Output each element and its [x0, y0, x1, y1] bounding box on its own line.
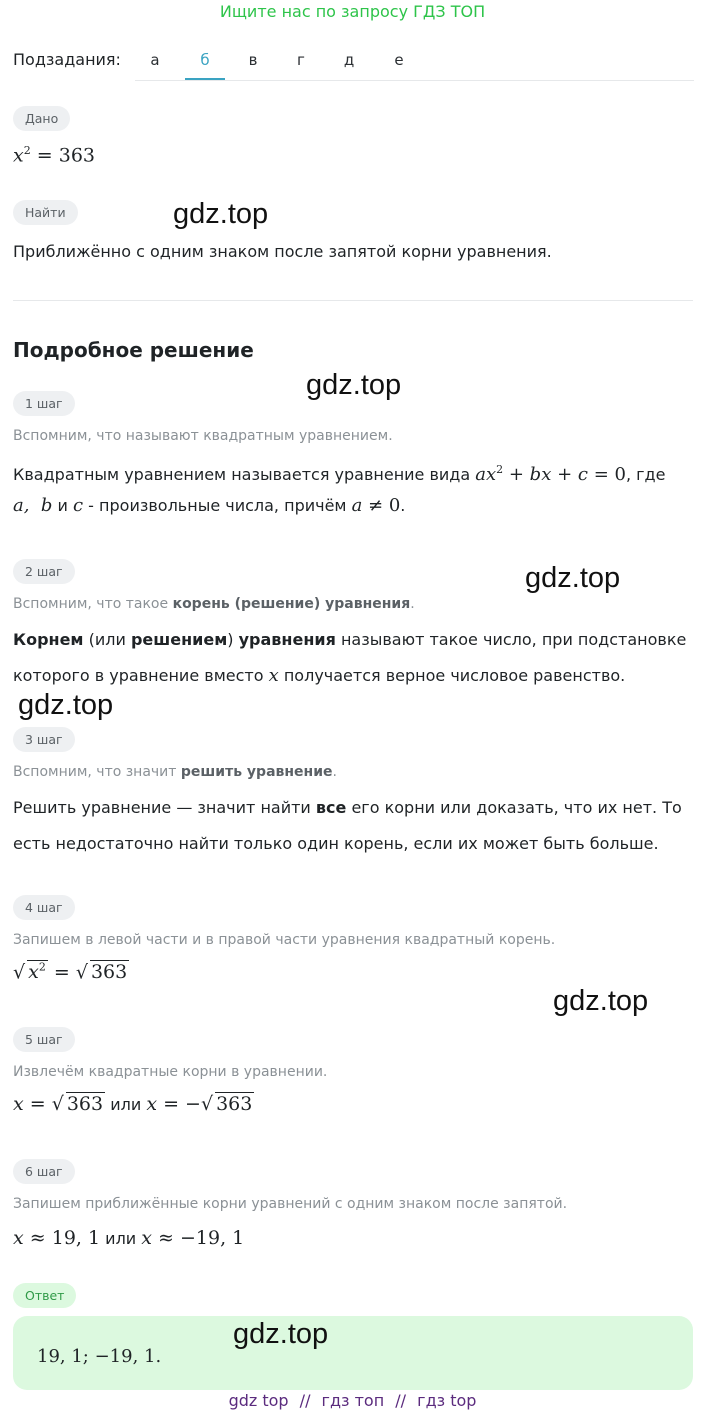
- step-2-text: Корнем (или решением) уравнения называют такое число, при подстановке: [13, 630, 687, 649]
- step-3-pill: 3 шаг: [13, 727, 75, 752]
- find-pill: Найти: [13, 200, 78, 225]
- solution-title: Подробное решение: [13, 338, 254, 362]
- step-1-pill: 1 шаг: [13, 391, 75, 416]
- watermark: gdz.top: [173, 198, 269, 230]
- given-pill: Дано: [13, 106, 70, 131]
- footer-separator: //: [299, 1391, 311, 1410]
- watermark: gdz.top: [306, 369, 402, 401]
- step-1-text-2: a, b и c - произвольные числа, причём a ≠ 0.: [13, 495, 406, 516]
- watermark: gdz.top: [553, 985, 649, 1017]
- step-2-text-2: которого в уравнение вместо x получается верное числовое равенство.: [13, 665, 626, 686]
- footer-link-2[interactable]: гдз топ: [321, 1391, 385, 1410]
- step-2-hint: Вспомним, что такое корень (решение) уравнения.: [13, 596, 415, 612]
- answer-value: 19, 1; −19, 1.: [37, 1346, 162, 1367]
- footer-link-1[interactable]: gdz top: [228, 1391, 289, 1410]
- step-4-equation: √ $x^2$ = √ 363: [13, 961, 128, 984]
- watermark: gdz.top: [525, 562, 621, 594]
- watermark: gdz.top: [18, 689, 114, 721]
- divider: [13, 300, 693, 301]
- tab-g[interactable]: г: [297, 51, 305, 69]
- step-3-text: Решить уравнение — значит найти все его корни или доказать, что их нет. То: [13, 798, 682, 817]
- tab-a[interactable]: а: [150, 51, 160, 69]
- step-6-equation: x ≈ 19, 1 или x ≈ −19, 1: [13, 1227, 245, 1249]
- step-5-hint: Извлечём квадратные корни в уравнении.: [13, 1064, 328, 1080]
- step-2-pill: 2 шаг: [13, 559, 75, 584]
- step-3-text-2: есть недостаточно найти только один корень, если их может быть больше.: [13, 834, 659, 853]
- step-6-hint: Запишем приближённые корни уравнений с одним знаком после запятой.: [13, 1196, 568, 1212]
- footer-links: [0, 1391, 705, 1410]
- tab-v[interactable]: в: [248, 51, 258, 69]
- footer-link-3[interactable]: гдз top: [417, 1391, 477, 1410]
- answer-pill: Ответ: [13, 1283, 76, 1308]
- footer-separator: //: [395, 1391, 407, 1410]
- search-banner: Ищите нас по запросу ГДЗ ТОП: [219, 2, 486, 21]
- step-4-hint: Запишем в левой части и в правой части уравнения квадратный корень.: [13, 932, 556, 948]
- tab-b[interactable]: б: [185, 38, 225, 80]
- watermark: gdz.top: [233, 1318, 329, 1350]
- tab-e[interactable]: е: [394, 51, 404, 69]
- step-5-equation: x = √ 363 или x = −√ 363: [13, 1093, 253, 1115]
- step-4-pill: 4 шаг: [13, 895, 75, 920]
- given-equation: $x^2 = 363$: [13, 144, 95, 167]
- subtasks-label: Подзадания:: [13, 50, 121, 69]
- tab-d[interactable]: д: [343, 51, 355, 69]
- step-6-pill: 6 шаг: [13, 1159, 75, 1184]
- step-5-pill: 5 шаг: [13, 1027, 75, 1052]
- find-text: Приближённо с одним знаком после запятой корни уравнения.: [13, 242, 552, 261]
- step-1-text: Квадратным уравнением называется уравнение вида $ax^2$ + bx + c = 0, где: [13, 463, 666, 485]
- step-1-hint: Вспомним, что называют квадратным уравнением.: [13, 428, 393, 444]
- step-3-hint: Вспомним, что значит решить уравнение.: [13, 764, 337, 780]
- subtasks-tabs: [135, 38, 694, 81]
